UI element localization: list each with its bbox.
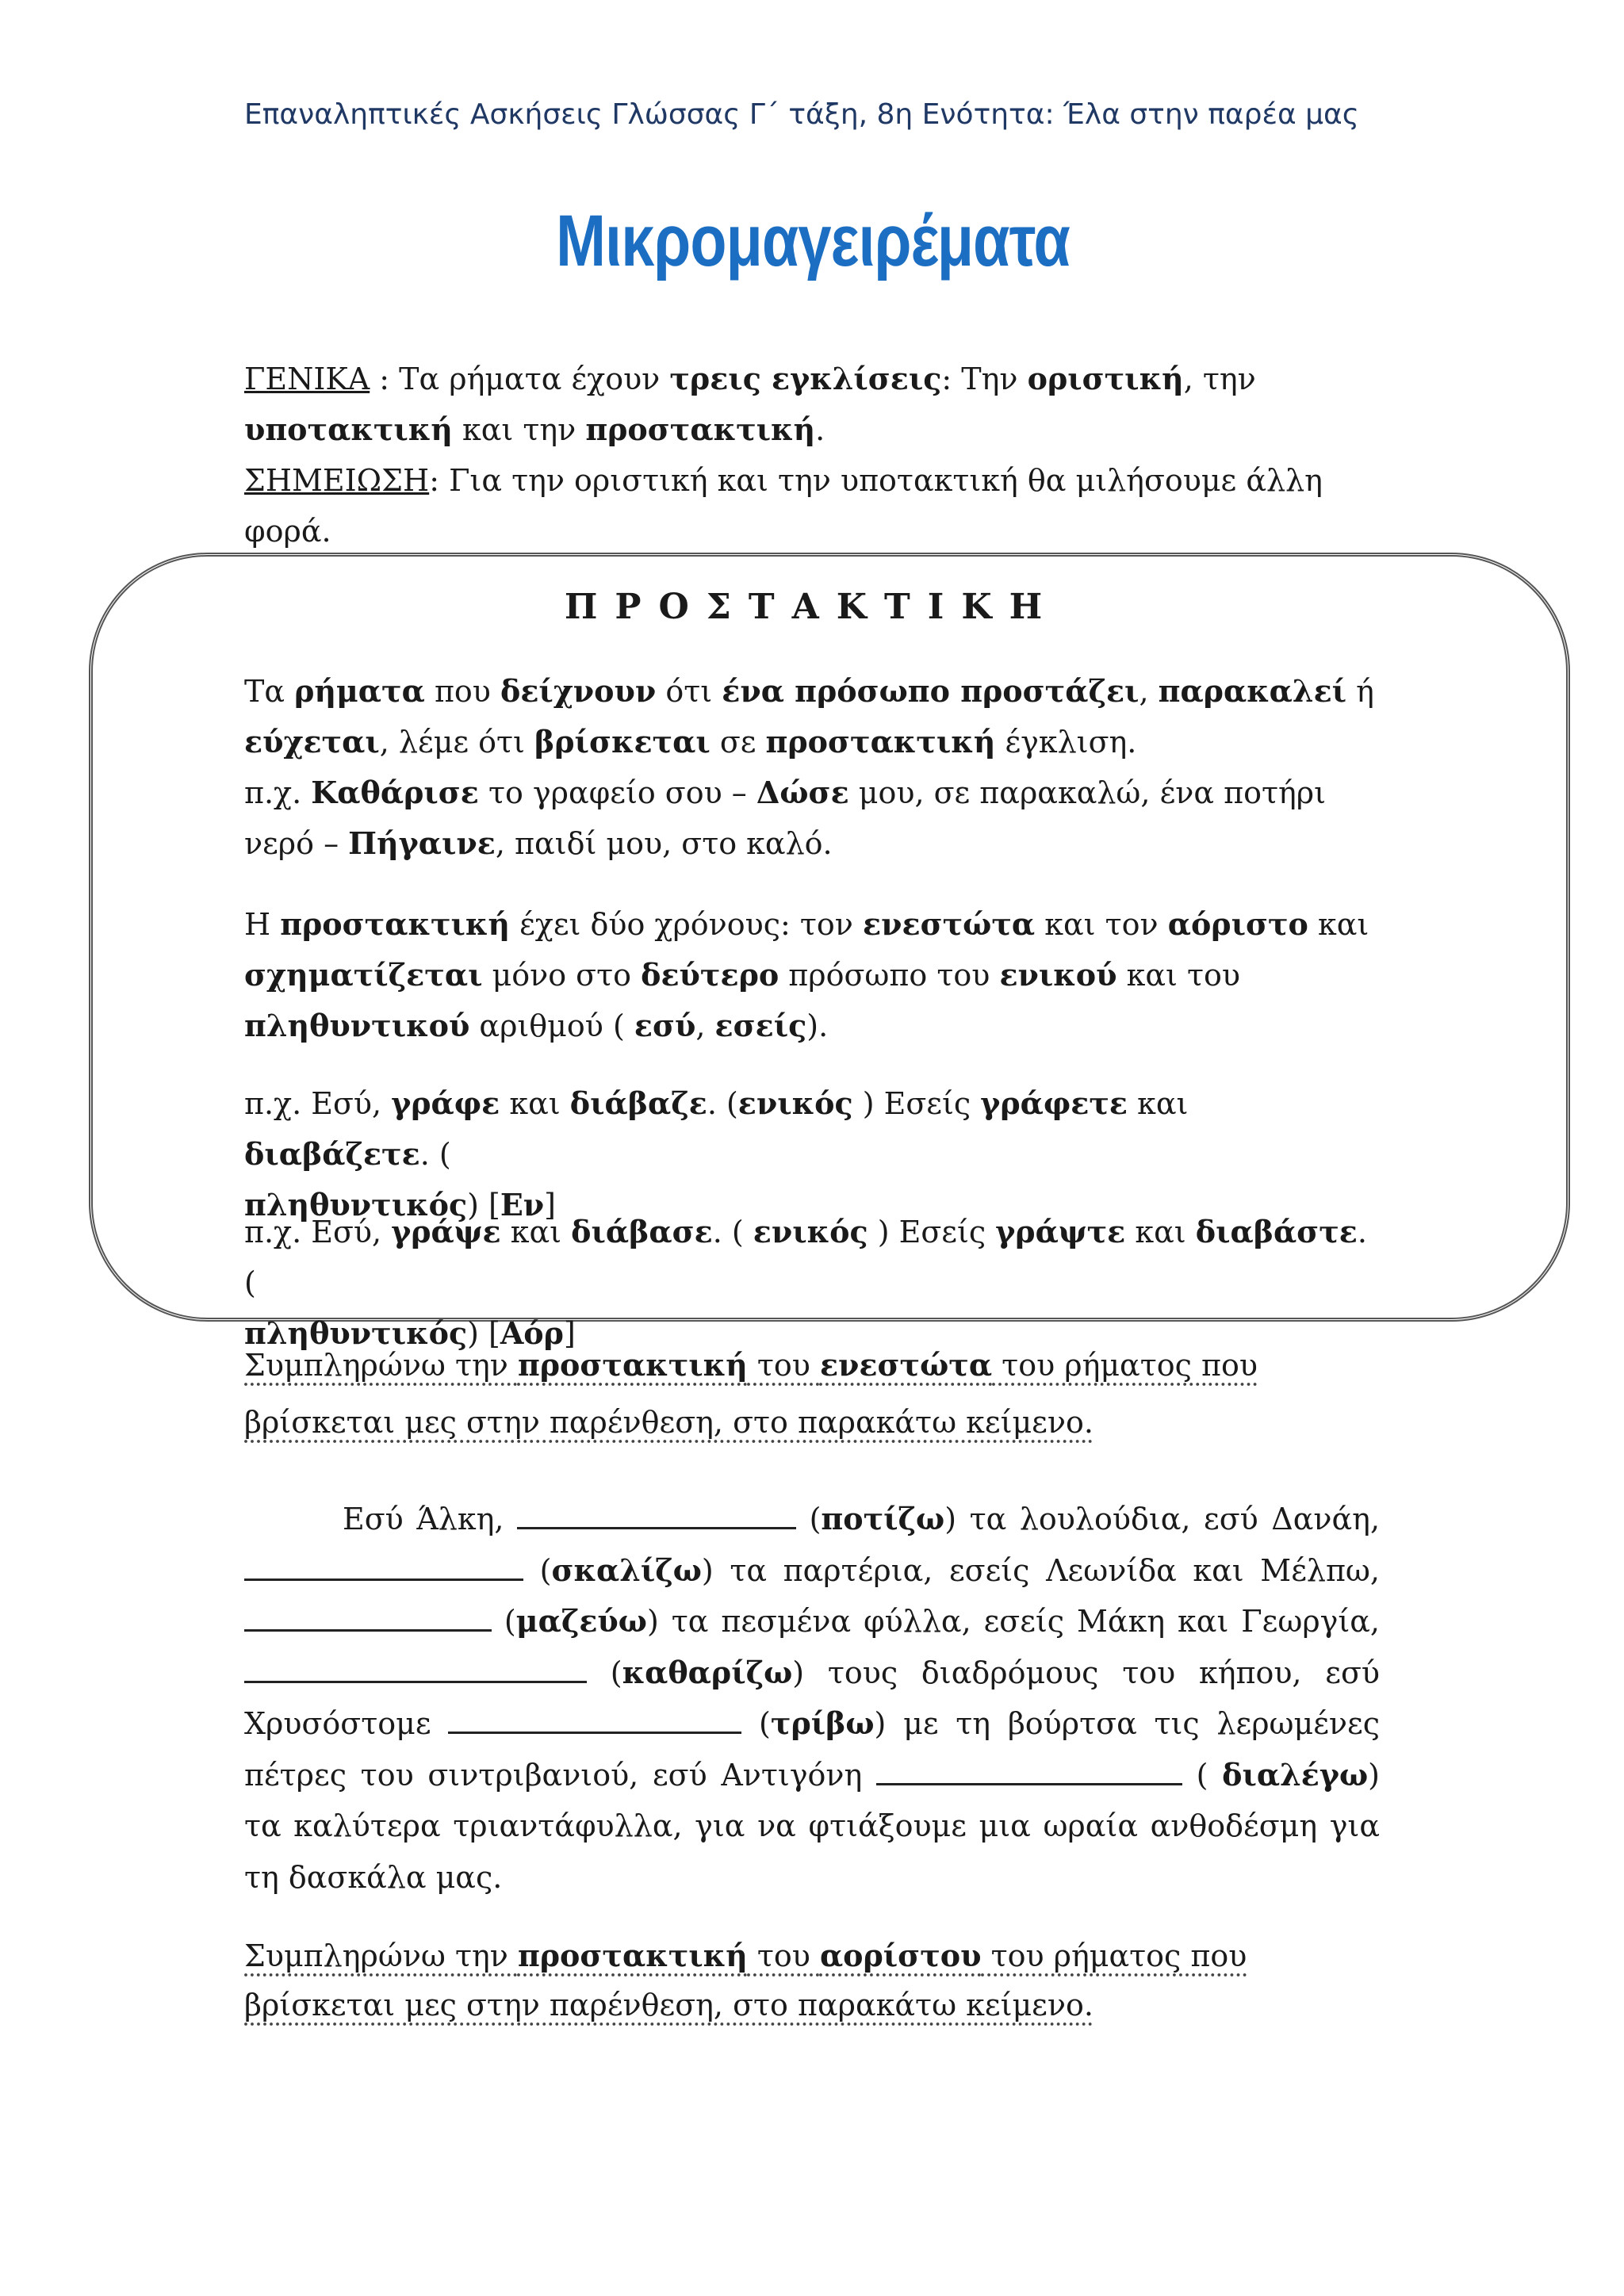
box-title: ΠΡΟΣΤΑΚΤΙΚΗ bbox=[564, 587, 1060, 627]
text: ) [ bbox=[467, 1188, 500, 1223]
text: μου, σε παρακαλώ, ένα ποτήρι νερό – bbox=[244, 775, 1326, 861]
bold-text: ενικός bbox=[753, 1214, 868, 1249]
text: έχει δύο χρόνους: τον bbox=[510, 907, 863, 942]
bold-text: προστακτική bbox=[280, 906, 511, 942]
bold-text: ενικού bbox=[999, 957, 1117, 993]
bold-text: υποτακτική bbox=[244, 411, 453, 447]
bold-text: Εν bbox=[500, 1187, 545, 1223]
text: του bbox=[747, 1938, 820, 1973]
text: . ( bbox=[712, 1215, 753, 1249]
bold-text: αόριστο bbox=[1167, 906, 1308, 942]
text: που bbox=[424, 674, 500, 709]
bold-text: πληθυντικός bbox=[244, 1315, 468, 1351]
text: του ρήματος που βρίσκεται μες στην παρένθεση, στο παρακάτω κείμενο. bbox=[244, 1938, 1247, 2022]
note-label: ΣΗΜΕΙΩΣΗ bbox=[244, 463, 430, 498]
bold-text: γράψε bbox=[391, 1214, 501, 1249]
text: Η bbox=[244, 907, 281, 942]
bold-text: προστακτική bbox=[585, 411, 816, 447]
box-paragraph-definition bbox=[244, 666, 1378, 869]
bold-text: εύχεται bbox=[244, 724, 380, 760]
answer-blank-3[interactable] bbox=[244, 1607, 492, 1632]
answer-blank-4[interactable] bbox=[244, 1659, 587, 1683]
text: και bbox=[500, 1215, 572, 1249]
text: , bbox=[1139, 674, 1159, 709]
text: και bbox=[500, 1086, 570, 1121]
text: π.χ. Εσύ, bbox=[244, 1086, 392, 1121]
text: ) τα καλύτερα τριαντάφυλλα, για να φτιάξουμε μια ωραία ανθοδέσμη για τη δασκάλα μας. bbox=[244, 1757, 1380, 1895]
text: του ρήματος που βρίσκεται μες στην παρένθεση, στο παρακάτω κείμενο. bbox=[244, 1348, 1258, 1440]
text: ) τα παρτέρια, εσείς Λεωνίδα και Μέλπω, bbox=[701, 1552, 1381, 1588]
verb-hint: τρίβω bbox=[770, 1705, 875, 1741]
bold-text: πληθυντικού bbox=[244, 1008, 470, 1043]
bold-text: ρήματα bbox=[294, 673, 425, 709]
text: . ( bbox=[244, 1215, 1367, 1300]
bold-text: διάβαζε bbox=[569, 1085, 707, 1121]
text: ) τα λουλούδια, εσύ Δανάη, bbox=[944, 1502, 1381, 1536]
bold-text: δεύτερο bbox=[641, 957, 779, 993]
text: πρόσωπο του bbox=[779, 958, 1000, 993]
text: ) Εσείς bbox=[852, 1086, 981, 1121]
task-aorist-instruction bbox=[244, 1931, 1386, 2030]
bold-text: παρακαλεί bbox=[1158, 673, 1347, 709]
bold-text: πληθυντικός bbox=[244, 1187, 468, 1223]
text: π.χ. bbox=[244, 775, 312, 810]
text: ) τους διαδρόμους του κήπου, εσύ Χρυσόστομε bbox=[244, 1655, 1381, 1741]
text: σε bbox=[710, 725, 766, 760]
text: έγκλιση. bbox=[995, 725, 1137, 760]
text: ) με τη βούρτσα τις λερωμένες πέτρες του σιντριβανιού, εσύ Αντιγόνη bbox=[244, 1706, 1380, 1793]
bold-text: οριστική bbox=[1027, 361, 1184, 396]
exercise-text: Εσύ Άλκη, (ποτίζω) τα λουλούδια, εσύ Δανάη, (σκαλίζω) τα παρτέρια, εσείς Λεωνίδα και Μέλπω, (μαζεύω) τα πεσμένα φύλλα, εσείς Μάκη και Γεωργία, (καθαρίζω) τους διαδρόμους του κήπου, εσύ Χρυσόστομε (τρίβω) με τη βούρτσα τις λερωμένες πέτρες του σιντριβανιού, εσύ Αντιγόνη ( διαλέγω) τα καλύτερα τριαντάφυλλα, για να φτιάξουμε μια ωραία ανθοδέσμη για τη δασκάλα μας. bbox=[244, 1501, 1381, 1895]
page-title: Μικρομαγειρέματα bbox=[556, 201, 1071, 281]
text: ) τα πεσμένα φύλλα, εσείς Μάκη και Γεωργία, bbox=[646, 1604, 1381, 1639]
verb-hint: καθαρίζω bbox=[622, 1654, 793, 1690]
bold-text: ενικός bbox=[737, 1085, 853, 1121]
bold-text: εσείς bbox=[714, 1008, 807, 1043]
text: ). bbox=[806, 1008, 829, 1043]
bold-text: ενεστώτα bbox=[819, 1347, 993, 1383]
bold-text: προστακτική bbox=[765, 724, 996, 760]
answer-blank-1[interactable] bbox=[517, 1505, 796, 1529]
bold-text: ενεστώτα bbox=[863, 906, 1036, 942]
bold-text: Αόρ bbox=[500, 1315, 564, 1351]
box-paragraph-tenses bbox=[244, 899, 1378, 1051]
bold-text: προστακτική bbox=[517, 1938, 748, 1973]
text: του bbox=[747, 1348, 820, 1383]
bold-text: προστακτική bbox=[517, 1347, 748, 1383]
bold-text: γράψτε bbox=[995, 1214, 1126, 1249]
bold-text: γράφετε bbox=[980, 1085, 1128, 1121]
text: ] bbox=[563, 1316, 576, 1351]
text: , την bbox=[1183, 362, 1256, 396]
text: και την bbox=[452, 412, 586, 447]
intro-paragraph bbox=[244, 354, 1378, 557]
text: και bbox=[1125, 1215, 1196, 1249]
text: Τα bbox=[244, 674, 295, 709]
text: Εσύ Άλκη, bbox=[343, 1502, 518, 1536]
answer-blank-6[interactable] bbox=[876, 1761, 1182, 1785]
text: π.χ. Εσύ, bbox=[244, 1215, 392, 1249]
genika-label: ΓΕΝΙΚΑ bbox=[244, 362, 370, 396]
text: Συμπληρώνω την bbox=[244, 1938, 518, 1973]
bold-text: αορίστου bbox=[819, 1938, 982, 1973]
text: , λέμε ότι bbox=[379, 725, 535, 760]
bold-text: διαβάστε bbox=[1195, 1214, 1358, 1249]
bold-text: δείχνουν bbox=[500, 673, 657, 709]
text: και τον bbox=[1035, 907, 1168, 942]
text: μόνο στο bbox=[482, 958, 642, 993]
text: ) Εσείς bbox=[868, 1215, 996, 1249]
text: , παιδί μου, στο καλό. bbox=[495, 826, 833, 861]
text: . ( bbox=[419, 1137, 451, 1172]
bold-text: διαβάζετε bbox=[244, 1136, 420, 1172]
bold-text: σχηματίζεται bbox=[244, 957, 483, 993]
text: και του bbox=[1116, 958, 1240, 993]
text: Συμπληρώνω την bbox=[244, 1348, 518, 1383]
note-text: : Για την οριστική και την υποτακτική θα μιλήσουμε άλλη φορά. bbox=[244, 463, 1323, 549]
text: ] bbox=[544, 1188, 556, 1223]
verb-hint: διαλέγω bbox=[1222, 1756, 1369, 1793]
verb-hint: ποτίζω bbox=[821, 1501, 945, 1536]
bold-text: γράφε bbox=[391, 1085, 500, 1121]
bold-text: διάβασε bbox=[571, 1214, 713, 1249]
bold-text: τρεις εγκλίσεις bbox=[669, 361, 942, 396]
text: ή bbox=[1346, 674, 1374, 709]
bold-text: Δώσε bbox=[756, 775, 849, 810]
text: : Την bbox=[941, 362, 1028, 396]
verb-hint: σκαλίζω bbox=[551, 1552, 702, 1588]
bold-text: Πήγαινε bbox=[348, 825, 496, 861]
text: . bbox=[815, 412, 825, 447]
text: ότι bbox=[656, 674, 722, 709]
bold-text: Καθάρισε bbox=[311, 775, 479, 810]
text: και bbox=[1128, 1086, 1189, 1121]
text: : Τα ρήματα έχουν bbox=[370, 362, 670, 396]
bold-text: εσύ bbox=[634, 1008, 696, 1043]
verb-hint: μαζεύω bbox=[515, 1603, 647, 1639]
task-present-instruction bbox=[244, 1337, 1386, 1451]
bold-text: βρίσκεται bbox=[534, 724, 710, 760]
bold-text: ένα πρόσωπο προστάζει bbox=[722, 673, 1139, 709]
text: . ( bbox=[707, 1086, 738, 1121]
text: ) [ bbox=[467, 1316, 500, 1351]
text: αριθμού ( bbox=[469, 1008, 634, 1043]
text: , bbox=[695, 1008, 715, 1043]
answer-blank-2[interactable] bbox=[244, 1556, 523, 1581]
text: και bbox=[1308, 907, 1369, 942]
page-header: Επαναληπτικές Ασκήσεις Γλώσσας Γ΄ τάξη, 8η Ενότητα: Έλα στην παρέα μας bbox=[244, 98, 1359, 131]
answer-blank-5[interactable] bbox=[448, 1709, 741, 1734]
text: το γραφείο σου – bbox=[478, 775, 756, 810]
